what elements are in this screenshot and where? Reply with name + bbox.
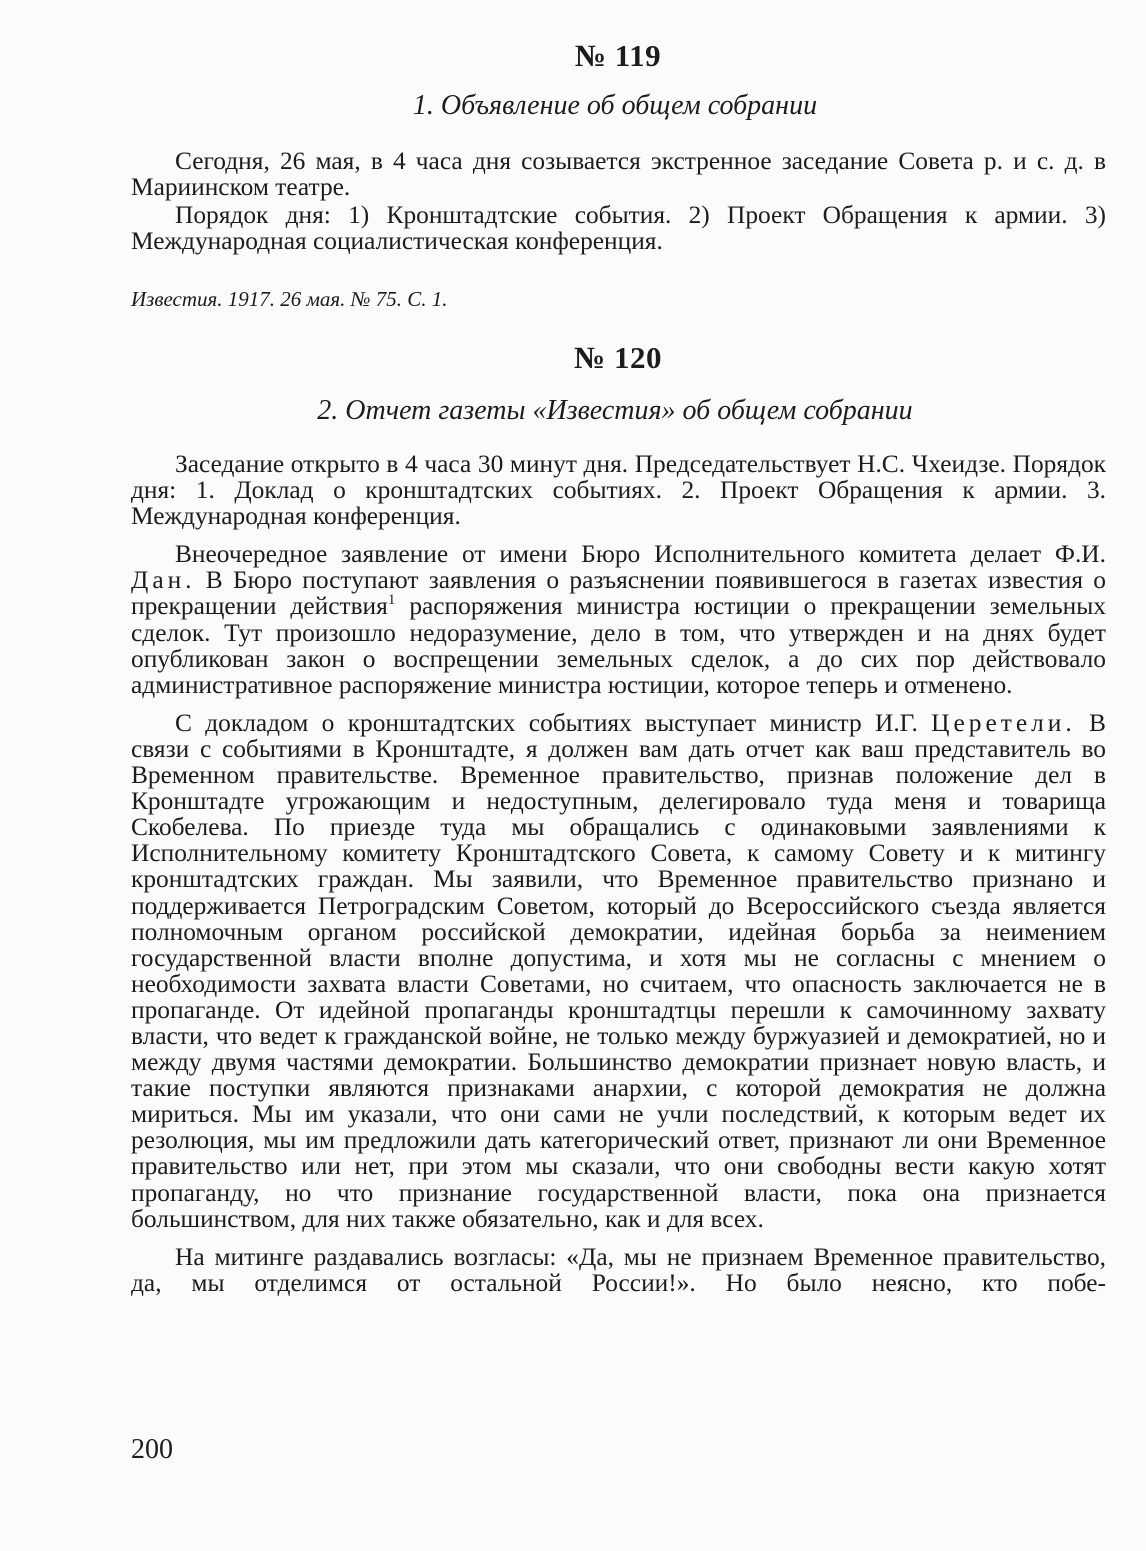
source-citation: Известия. 1917. 26 мая. № 75. С. 1. bbox=[131, 287, 448, 311]
doc-120-body bbox=[131, 451, 1106, 1296]
paragraph-text: В Бюро поступают заявления о разъяснении появившегося в газетах известия о прекращении действия bbox=[131, 566, 1106, 621]
doc-119-title: 1. Объявление об общем собрании bbox=[412, 90, 818, 121]
doc-119-number: № 119 bbox=[574, 38, 662, 73]
doc-120-paragraph: На митинге раздавались возгласы: «Да, мы не признаем Временное правительство, да, мы отделимся от остальной России!». Но было неясно, кто побе- bbox=[131, 1242, 1106, 1297]
doc-120-title: 2. Отчет газеты «Известия» об общем собрании bbox=[317, 395, 913, 426]
doc-120-number: № 120 bbox=[574, 340, 662, 375]
doc-119-body bbox=[131, 148, 1106, 254]
paragraph-text: С докладом о кронштадтских событиях выступает министр И.Г. bbox=[175, 708, 932, 737]
doc-119-paragraph: Порядок дня: 1) Кронштадтские события. 2) Проект Обращения к армии. 3) Международная социалистическая конференция. bbox=[131, 201, 1106, 256]
doc-119-paragraph: Сегодня, 26 мая, в 4 часа дня созывается экстренное заседание Совета р. и с. д. в Мариинском театре. bbox=[131, 147, 1106, 202]
footnote-marker: 1 bbox=[387, 592, 396, 609]
page-number: 200 bbox=[131, 1434, 173, 1465]
speaker-name: Дан. bbox=[131, 566, 196, 595]
speaker-name: Церетели. bbox=[931, 708, 1076, 737]
paragraph-text: распоряжения министра юстиции о прекращении земельных сделок. Тут произошло недоразумение, дело в том, что утвержден и на днях будет опубликован закон о воспрещении земельных сделок, а до сих пор действовало административное распоряжение министра юстиции, которое теперь и отменено. bbox=[131, 592, 1106, 699]
doc-120-paragraph: Заседание открыто в 4 часа 30 минут дня. Председательствует Н.С. Чхеидзе. Порядок дня: 1. Доклад о кронштадтских событиях. 2. Проект Обращения к армии. 3. Международная конференция. bbox=[131, 450, 1106, 531]
paragraph-text: Внеочередное заявление от имени Бюро Исполнительного комитета делает Ф.И. bbox=[175, 540, 1106, 569]
doc-120-paragraph bbox=[131, 541, 1106, 698]
doc-120-paragraph bbox=[131, 710, 1106, 1232]
paragraph-text: В связи с событиями в Кронштадте, я должен вам дать отчет как ваш представитель во Временном правительстве. Временное правительство, признав положение дел в Кронштадте угрожающим и недоступным, делегировало туда меня и товарища Скобелева. По приезде туда мы обращались с одинаковыми заявлениями к Исполнительному комитету Кронштадтского Совета, к самому Совету и к митингу кронштадтских граждан. Мы заявили, что Временное правительство признано и поддерживается Петроградским Советом, который до Всероссийского съезда является полномочным органом российской демократии, идейная борьба за неимением государственной власти вполне допустима, и хотя мы не согласны с мнением о необходимости захвата власти Советами, но считаем, что опасность заключается не в пропаганде. От идейной пропаганды кронштадтцы перешли к самочинному захвату власти, что ведет к гражданской войне, не только между буржуазией и демократией, но и между двумя частями демократии. Большинство демократии признает новую власть, и такие поступки являются признаками анархии, с которой демократия не должна мириться. Мы им указали, что они сами не учли последствий, к которым ведет их резолюция, мы им предложили дать категорический ответ, признают ли они Временное правительство или нет, при этом мы сказали, что они свободны вести какую хотят пропаганду, но что признание государственной власти, пока она признается большинством, для них также обязательно, как и для всех. bbox=[131, 708, 1106, 1233]
